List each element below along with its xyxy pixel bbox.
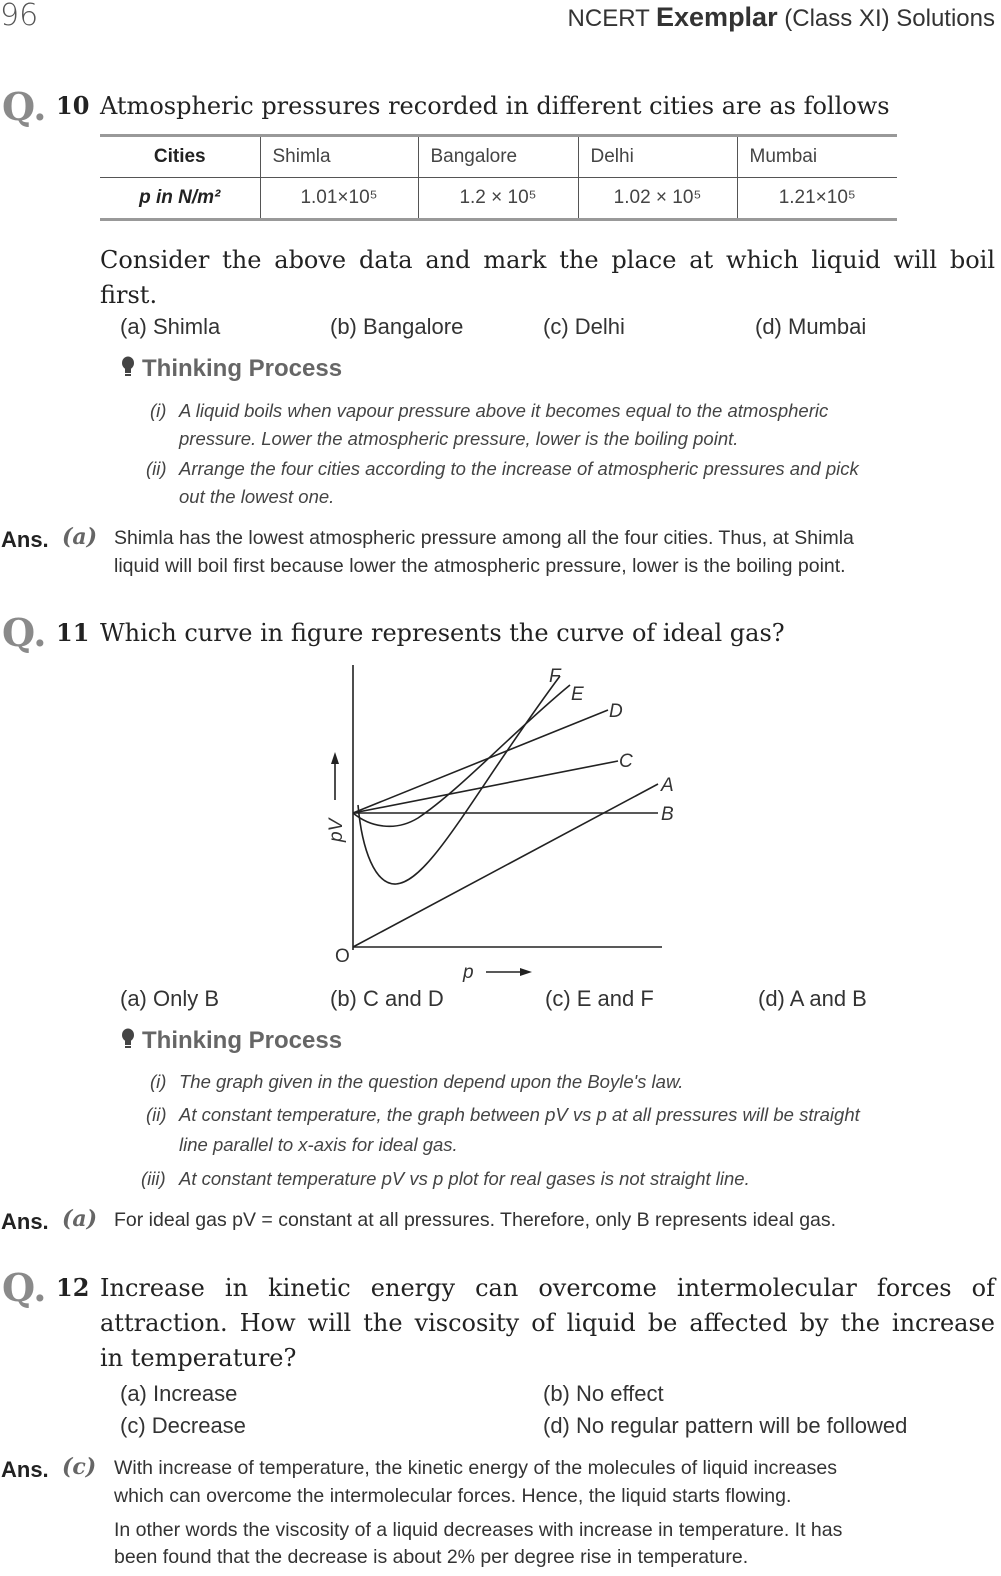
q11-answer-key: (a) (62, 1206, 98, 1232)
table-cell-city: Delhi (578, 136, 737, 178)
q12-option-c: (c) Decrease (120, 1413, 246, 1438)
y-arrow-head (331, 752, 339, 764)
table-cell-pressure: 1.02 × 10⁵ (578, 178, 737, 220)
thinking-title-text: Thinking Process (142, 1027, 343, 1054)
thinking-line: out the lowest one. (179, 486, 335, 507)
pressure-table (100, 134, 897, 221)
thinking-line: A liquid boils when vapour pressure above it becomes equal to the atmospheric (179, 400, 829, 421)
q11-label: Q. (2, 610, 47, 655)
q12-answer-key: (c) (62, 1454, 97, 1480)
running-head (568, 2, 995, 33)
q12-answer-line: With increase of temperature, the kinetic energy of the molecules of liquid increases (114, 1457, 837, 1479)
table-cell-city: Mumbai (737, 136, 897, 178)
q11-option-a: (a) Only B (120, 986, 220, 1011)
q10-label: Q. (2, 84, 47, 129)
origin-label: O (335, 946, 350, 967)
y-axis-label: pV (326, 818, 347, 842)
q11-option-b: (b) C and D (330, 986, 444, 1011)
thinking-line: pressure. Lower the atmospheric pressure, lower is the boiling point. (179, 428, 739, 449)
q12-label: Q. (2, 1265, 47, 1310)
table-cell-pressure: 1.21×10⁵ (737, 178, 897, 220)
table-header-cities: Cities (100, 136, 260, 178)
thinking-line: At constant temperature, the graph between pV vs p at all pressures will be straight (179, 1104, 860, 1125)
q11-question-text: Which curve in figure represents the curve of ideal gas? (100, 619, 785, 647)
curve-c (353, 761, 618, 813)
q12-answer-line: which can overcome the intermolecular forces. Hence, the liquid starts flowing. (114, 1485, 792, 1507)
q12-question-line: in temperature? (100, 1344, 297, 1372)
x-axis-label: p (463, 962, 474, 983)
q12-answer-line: been found that the decrease is about 2% per degree rise in temperature. (114, 1546, 749, 1568)
table-cell-pressure: 1.01×10⁵ (260, 178, 418, 220)
pressure-header-text: p in N/m² (139, 187, 221, 208)
curve-d (353, 710, 608, 813)
q10-answer-label: Ans. (1, 527, 49, 552)
label-e: E (571, 684, 584, 705)
pv-vs-p-graph (300, 660, 680, 985)
thinking-title-text: Thinking Process (142, 355, 343, 382)
x-arrow-head (520, 968, 532, 976)
label-f: F (549, 666, 561, 687)
q11-option-d: (d) A and B (758, 986, 867, 1011)
page-number: 96 (0, 0, 39, 33)
q10-thinking-item (146, 455, 946, 515)
q11-thinking-item (141, 1165, 941, 1195)
thinking-index: (ii) (146, 458, 167, 479)
thinking-line: line parallel to x-axis for ideal gas. (179, 1134, 458, 1155)
label-c: C (619, 751, 633, 772)
thinking-line: The graph given in the question depend upon the Boyle's law. (179, 1071, 684, 1092)
q12-question-line: attraction. How will the viscosity of liquid be affected by the increase (100, 1309, 995, 1337)
q12-answer-label: Ans. (1, 1457, 49, 1482)
q11-answer-line: For ideal gas pV = constant at all pressures. Therefore, only B represents ideal gas. (114, 1209, 837, 1231)
q11-heading (2, 610, 46, 655)
label-a: A (661, 775, 674, 796)
q10-heading (2, 84, 46, 129)
table-cell-city: Bangalore (418, 136, 578, 178)
label-d: D (609, 701, 623, 722)
q12-number: 12 (56, 1273, 90, 1302)
q10-option-d: (d) Mumbai (755, 314, 867, 339)
q10-option-c: (c) Delhi (543, 314, 625, 339)
q11-thinking-title (120, 1027, 342, 1055)
q12-question-line: Increase in kinetic energy can overcome intermolecular forces of (100, 1274, 995, 1302)
curve-a (353, 784, 658, 947)
thinking-index: (i) (150, 400, 167, 421)
q10-option-a: (a) Shimla (120, 314, 221, 339)
q10-prompt: Consider the above data and mark the place at which liquid will boil first. (100, 246, 995, 309)
q11-number: 11 (56, 618, 90, 647)
q12-heading (2, 1265, 46, 1310)
q12-option-a: (a) Increase (120, 1381, 238, 1406)
lightbulb-icon (120, 356, 136, 378)
thinking-line: At constant temperature pV vs p plot for real gases is not straight line. (179, 1168, 750, 1189)
thinking-line: Arrange the four cities according to the increase of atmospheric pressures and pick (179, 458, 859, 479)
q10-number: 10 (56, 91, 90, 120)
q10-answer-line: liquid will boil first because lower the atmospheric pressure, lower is the boiling point. (114, 555, 846, 577)
q10-question-text: Atmospheric pressures recorded in different cities are as follows (100, 92, 890, 120)
lightbulb-icon (120, 1028, 136, 1050)
q11-option-c: (c) E and F (545, 986, 654, 1011)
q10-answer-line: Shimla has the lowest atmospheric pressure among all the four cities. Thus, at Shimla (114, 527, 854, 549)
thinking-index: (ii) (146, 1104, 167, 1125)
thinking-index: (i) (150, 1071, 167, 1092)
q12-answer-line: In other words the viscosity of a liquid decreases with increase in temperature. It has (114, 1519, 843, 1541)
q10-thinking-item (150, 397, 950, 457)
table-cell-pressure: 1.2 × 10⁵ (418, 178, 578, 220)
q10-option-b: (b) Bangalore (330, 314, 464, 339)
book-title-pre: NCERT (567, 5, 657, 32)
thinking-index: (iii) (141, 1168, 166, 1189)
table-header-pressure (100, 178, 260, 220)
q10-thinking-title (120, 355, 342, 383)
q11-thinking-item (150, 1068, 950, 1098)
q11-answer-label: Ans. (1, 1209, 49, 1234)
q11-thinking-item (146, 1101, 946, 1161)
book-title-bold: Exemplar (656, 2, 778, 32)
table-cell-city: Shimla (260, 136, 418, 178)
q12-option-d: (d) No regular pattern will be followed (543, 1413, 908, 1438)
label-b: B (661, 804, 674, 825)
q10-answer-key: (a) (62, 524, 98, 550)
q12-option-b: (b) No effect (543, 1381, 664, 1406)
book-title-post: (Class XI) Solutions (777, 5, 995, 32)
